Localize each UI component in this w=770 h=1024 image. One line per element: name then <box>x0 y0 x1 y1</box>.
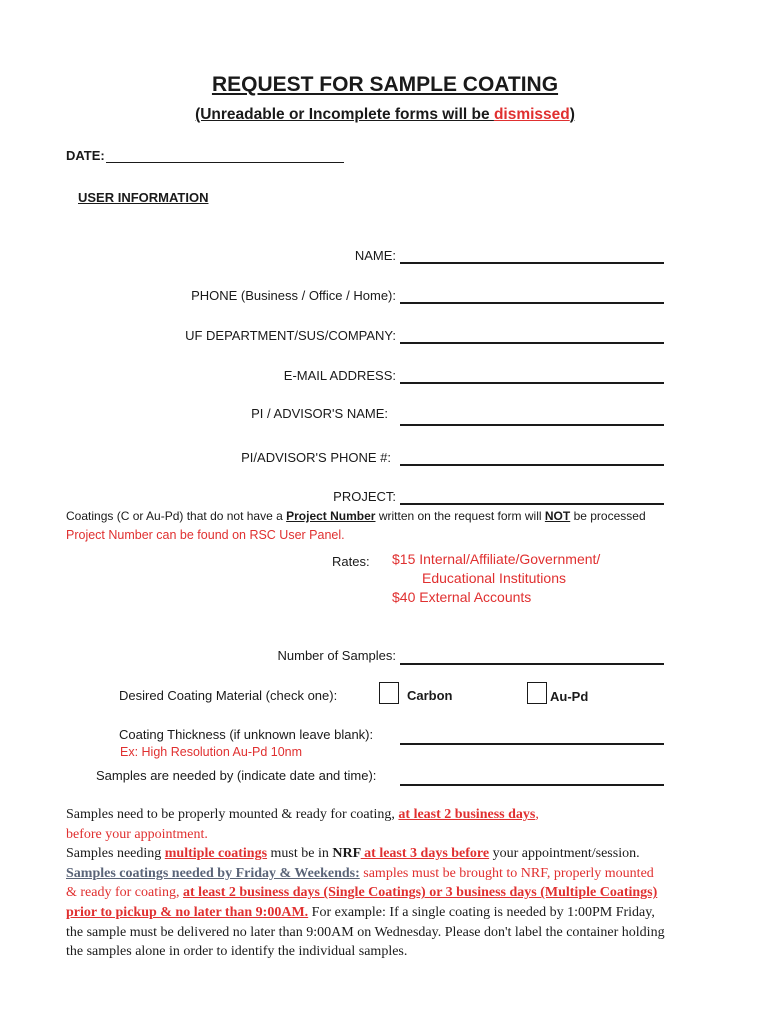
info-p1b: at least 2 business days <box>398 807 536 822</box>
coating-thickness-input-line[interactable] <box>400 743 664 745</box>
pi-phone-input-line[interactable] <box>400 464 664 466</box>
user-info-heading: USER INFORMATION <box>78 190 209 205</box>
info-p2c: must be in <box>267 846 333 862</box>
date-label: DATE: <box>66 148 105 163</box>
instructions-block <box>66 805 666 962</box>
project-label: PROJECT: <box>333 489 396 504</box>
needed-by-label: Samples are needed by (indicate date and time): <box>96 768 377 783</box>
date-row <box>66 148 344 163</box>
notice-not: NOT <box>544 509 571 523</box>
form-title: REQUEST FOR SAMPLE COATING <box>211 73 559 96</box>
num-samples-label: Number of Samples: <box>277 648 396 663</box>
notice-part1: Coatings (C or Au-Pd) that do not have a <box>66 509 287 523</box>
info-p1c: , <box>535 807 539 822</box>
info-p2d: NRF <box>332 846 361 862</box>
date-input-line[interactable] <box>106 148 344 163</box>
name-label: NAME: <box>354 248 396 263</box>
project-input-line[interactable] <box>400 503 664 505</box>
phone-label: PHONE (Business / Office / Home): <box>191 288 396 303</box>
info-p2e: at least 3 days before <box>360 846 490 862</box>
notice-part3: be processed <box>570 509 646 523</box>
coating-material-label: Desired Coating Material (check one): <box>119 688 338 703</box>
rate-internal-cont: Educational Institutions <box>422 570 566 586</box>
pi-name-label: PI / ADVISOR'S NAME: <box>251 406 388 421</box>
email-input-line[interactable] <box>400 382 664 384</box>
info-p1a: Samples need to be properly mounted & ready for coating, <box>66 807 399 822</box>
form-subtitle <box>0 106 770 124</box>
phone-input-line[interactable] <box>400 302 664 304</box>
email-label: E-MAIL ADDRESS: <box>283 368 396 383</box>
rate-internal: $15 Internal/Affiliate/Government/ <box>392 551 601 567</box>
carbon-option-label: Carbon <box>407 688 453 703</box>
info-p3b: samples must be brought to NRF, properly mounted & ready for coating, <box>66 865 654 901</box>
needed-by-input-line[interactable] <box>400 784 664 786</box>
info-p1d: before your appointment. <box>66 826 208 842</box>
info-p3a: Samples coatings needed by Friday & Weekends: <box>66 865 360 881</box>
notice-project-number: Project Number <box>286 509 376 523</box>
aupd-option-label: Au-Pd <box>550 689 589 704</box>
rates-label: Rates: <box>332 554 370 569</box>
instruction-weekend <box>66 864 666 962</box>
subtitle-open: (Unreadable or Incomplete forms will be <box>195 106 494 123</box>
name-input-line[interactable] <box>400 262 664 264</box>
pi-phone-label: PI/ADVISOR'S PHONE #: <box>241 450 391 465</box>
coating-thickness-label: Coating Thickness (if unknown leave blank): <box>119 727 374 742</box>
notice-part2: written on the request form will <box>375 509 545 523</box>
carbon-checkbox[interactable] <box>379 682 399 704</box>
rate-external: $40 External Accounts <box>392 589 532 605</box>
project-number-notice <box>66 509 646 523</box>
rsc-panel-note: Project Number can be found on RSC User Panel. <box>66 528 345 542</box>
thickness-example: Ex: High Resolution Au-Pd 10nm <box>120 745 303 759</box>
aupd-checkbox[interactable] <box>527 682 547 704</box>
info-p2b: multiple coatings <box>164 846 268 862</box>
info-p3c: at least 2 business days (Single Coatings) or 3 business days (Multiple Coatings) prior to pickup & no later than 9:00AM. <box>66 885 658 920</box>
num-samples-input-line[interactable] <box>400 663 664 665</box>
department-label: UF DEPARTMENT/SUS/COMPANY: <box>185 328 396 343</box>
subtitle-close: ) <box>569 106 575 123</box>
info-p2a: Samples needing <box>66 846 165 862</box>
pi-name-input-line[interactable] <box>400 424 664 426</box>
subtitle-dismissed: dismissed <box>493 106 570 123</box>
instruction-mounting <box>66 805 666 844</box>
department-input-line[interactable] <box>400 342 664 344</box>
instruction-multiple <box>66 844 666 864</box>
info-p2f: your appointment/session. <box>489 846 640 862</box>
info-p3d: For example: If a single coating is needed by 1:00PM Friday, the sample must be delivered no later than 9:00AM on Wednesday. Please don't label the container holding the samples alone in order to identify the individual samples. <box>66 904 665 960</box>
